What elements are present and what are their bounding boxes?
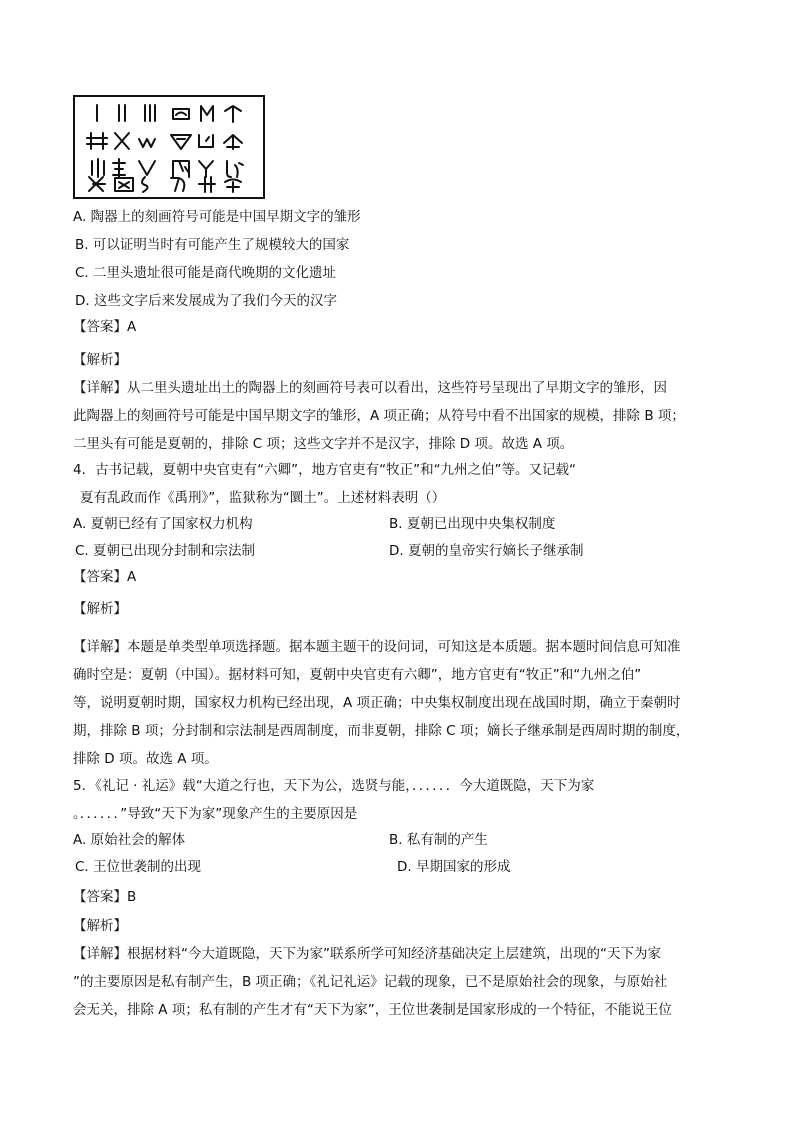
q5-detail-line-1: 【详解】根据材料“今大道既隐，天下为家”联系所学可知经济基础决定上层建筑，出现的“天下为家 bbox=[73, 946, 661, 962]
q3-detail-line-1: 【详解】从二里头遗址出土的陶器上的刻画符号表可以看出，这些符号呈现出了早期文字的雏形，因 bbox=[73, 380, 667, 396]
q5-analysis-heading: 【解析】 bbox=[73, 918, 127, 934]
symbol-row-1 bbox=[97, 105, 241, 122]
q4-option-d[interactable]: D. 夏朝的皇帝实行嫡长子继承制 bbox=[389, 543, 584, 559]
q3-option-a[interactable]: A. 陶器上的刻画符号可能是中国早期文字的雏形 bbox=[73, 209, 361, 225]
carved-symbols-figure bbox=[73, 95, 265, 199]
q3-option-d[interactable]: D. 这些文字后来发展成为了我们今天的汉字 bbox=[75, 293, 337, 309]
q5-option-b[interactable]: B. 私有制的产生 bbox=[389, 832, 488, 848]
q4-detail-line-4: 期，排除 B 项；分封制和宗法制是西周制度，而非夏朝，排除 C 项；嫡长子继承制是西周时期的制度， bbox=[73, 723, 690, 739]
q4-stem-line-2: 夏有乱政而作《禹刑》”，监狱称为“圜土”。上述材料表明（） bbox=[80, 490, 446, 506]
symbol-row-4 bbox=[75, 173, 263, 195]
q4-detail-line-1: 【详解】本题是单类型单项选择题。据本题主题干的设问词，可知这是本质题。据本题时间信息可知准 bbox=[73, 639, 681, 655]
q4-detail-line-2: 确时空是：夏朝（中国）。据材料可知，夏朝中央官吏有六卿”，地方官吏有“牧正”和“九州之伯” bbox=[73, 667, 642, 683]
q4-detail-line-5: 排除 D 项。故选 A 项。 bbox=[73, 751, 218, 767]
q3-analysis-heading: 【解析】 bbox=[73, 352, 127, 368]
symbol-row-2 bbox=[87, 133, 242, 149]
q5-option-c[interactable]: C. 王位世袭制的出现 bbox=[75, 859, 202, 875]
q3-detail-line-2: 此陶器上的刻画符号可能是中国早期文字的雏形，A 项正确；从符号中看不出国家的规模，排除 B 项； bbox=[73, 408, 685, 424]
q5-detail-line-2: ”的主要原因是私有制产生，B 项正确；《礼记礼运》记载的现象，已不是原始社会的现象，与原始社 bbox=[73, 974, 668, 990]
q5-stem-line-1: 5．《礼记 · 礼运》载“大道之行也，天下为公，选贤与能，．．．．．．今大道既隐，天下为家 bbox=[73, 778, 595, 794]
q4-answer: 【答案】A bbox=[73, 569, 137, 585]
q4-stem-line-1: 4．古书记载，夏朝中央官吏有“六卿”，地方官吏有“牧正”和“九州之伯”等。又记载“ bbox=[73, 462, 577, 478]
q3-option-c[interactable]: C. 二里头遗址很可能是商代晚期的文化遗址 bbox=[75, 265, 337, 281]
q3-option-b[interactable]: B. 可以证明当时有可能产生了规模较大的国家 bbox=[75, 237, 350, 253]
q4-detail-line-3: 等，说明夏朝时期，国家权力机构已经出现，A 项正确；中央集权制度出现在战国时期，确立于秦朝时 bbox=[73, 695, 681, 711]
q5-option-d[interactable]: D. 早期国家的形成 bbox=[397, 859, 511, 875]
q5-stem-line-2: 。．．．．．．”导致“天下为家”现象产生的主要原因是 bbox=[73, 806, 358, 822]
q4-option-b[interactable]: B. 夏朝已出现中央集权制度 bbox=[389, 516, 556, 532]
q5-detail-line-3: 会无关，排除 A 项；私有制的产生才有“天下为家”，王位世袭制是国家形成的一个特征，不能说王位 bbox=[73, 1002, 672, 1018]
q5-answer: 【答案】B bbox=[73, 889, 137, 905]
q4-analysis-heading: 【解析】 bbox=[73, 601, 127, 617]
q5-option-a[interactable]: A. 原始社会的解体 bbox=[73, 832, 186, 848]
q4-option-c[interactable]: C. 夏朝已出现分封制和宗法制 bbox=[75, 543, 256, 559]
q4-option-a[interactable]: A. 夏朝已经有了国家权力机构 bbox=[73, 516, 253, 532]
q3-answer: 【答案】A bbox=[73, 319, 137, 335]
q3-detail-line-3: 二里头有可能是夏朝的，排除 C 项；这些文字并不是汉字，排除 D 项。故选 A 项。 bbox=[73, 436, 574, 452]
